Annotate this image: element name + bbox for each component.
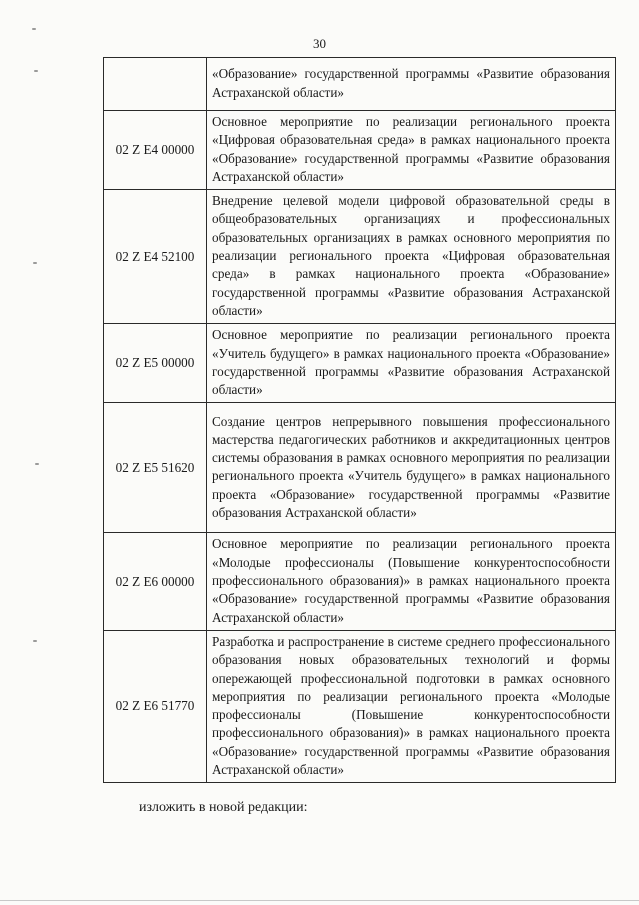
page-edge <box>0 900 639 901</box>
classification-code: 02 Z E5 51620 <box>104 403 207 533</box>
classification-code: 02 Z E5 00000 <box>104 324 207 403</box>
table-row <box>104 324 616 403</box>
classification-description: «Образование» государственной программы «Развитие образования Астраханской области» <box>207 58 616 111</box>
continuation-text: изложить в новой редакции: <box>139 800 308 815</box>
classification-description: Создание центров непрерывного повышения профессионального мастерства педагогических работников и аккредитационных центров системы образования в рамках основного мероприятия по реализации регионального проекта «Учитель будущего» в рамках национального проекта «Образование» государственной программы «Развитие образования Астраханской области» <box>207 403 616 533</box>
classification-description: Основное мероприятие по реализации регионального проекта «Молодые профессионалы (Повышение конкурентоспособности профессионального образования)» в рамках национального проекта «Образование» государственной программы «Развитие образования Астраханской области» <box>207 533 616 630</box>
table-row <box>104 403 616 533</box>
budget-classification-table <box>103 57 616 783</box>
page-number: 30 <box>313 36 326 51</box>
classification-code: 02 Z E6 51770 <box>104 630 207 782</box>
table-row <box>104 58 616 111</box>
table-row <box>104 533 616 630</box>
scan-artifact <box>32 28 36 30</box>
classification-code: 02 Z E4 52100 <box>104 190 207 324</box>
scan-artifact <box>34 70 38 72</box>
table-row <box>104 111 616 190</box>
classification-description: Основное мероприятие по реализации регионального проекта «Цифровая образовательная среда» в рамках национального проекта «Образование» государственной программы «Развитие образования Астраханской области» <box>207 111 616 190</box>
scan-artifact <box>33 262 37 264</box>
classification-description: Внедрение целевой модели цифровой образовательной среды в общеобразовательных организациях и профессиональных образовательных организациях в рамках основного мероприятия по реализации регионального проекта «Цифровая образовательная среда» в рамках национального проекта «Образование» государственной программы «Развитие образования Астраханской области» <box>207 190 616 324</box>
classification-description: Основное мероприятие по реализации регионального проекта «Учитель будущего» в рамках национального проекта «Образование» государственной программы «Развитие образования Астраханской области» <box>207 324 616 403</box>
classification-code <box>104 58 207 111</box>
table-row <box>104 630 616 782</box>
classification-description: Разработка и распространение в системе среднего профессионального образования новых образовательных технологий и формы опережающей профессиональной подготовки в рамках основного мероприятия по реализации регионального проекта «Молодые профессионалы (Повышение конкурентоспособности профессионального образования)» в рамках национального проекта «Образование» государственной программы «Развитие образования Астраханской области» <box>207 630 616 782</box>
scan-artifact <box>33 640 37 642</box>
table-row <box>104 190 616 324</box>
scan-artifact <box>35 463 39 465</box>
classification-code: 02 Z E6 00000 <box>104 533 207 630</box>
classification-code: 02 Z E4 00000 <box>104 111 207 190</box>
